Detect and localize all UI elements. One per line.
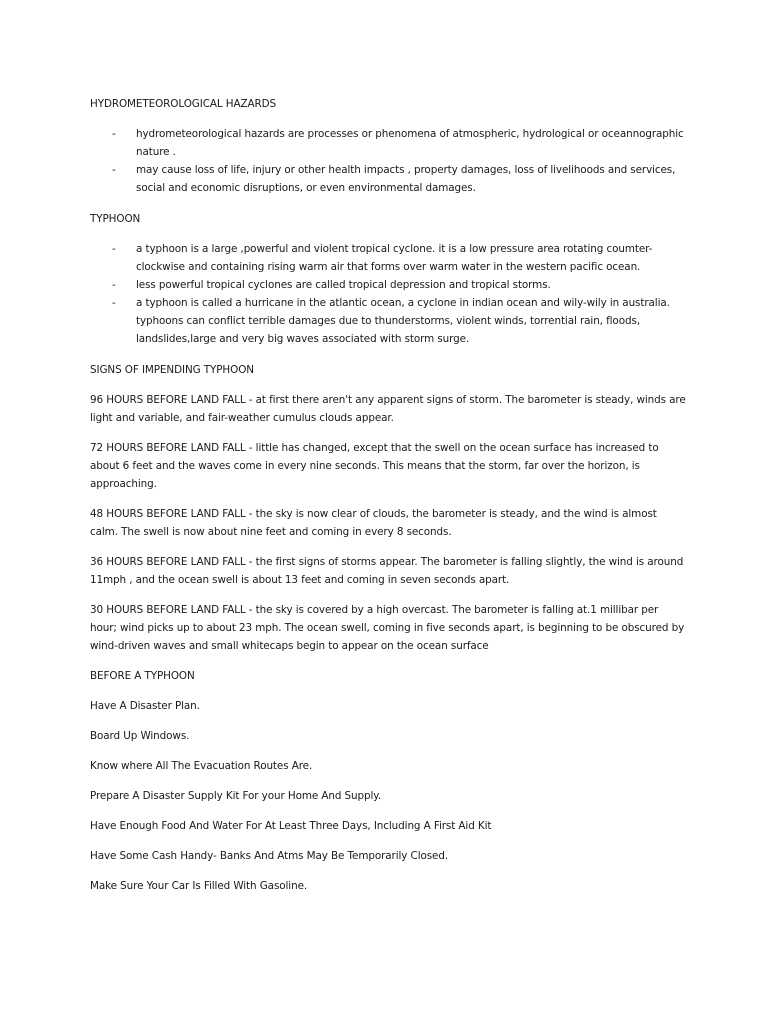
- paragraph-30-hours: 30 HOURS BEFORE LAND FALL - the sky is covered by a high overcast. The barometer is falling at.1 millibar per hour; wind picks up to about 23 mph. The ocean swell, coming in five seconds apart, is beginning to be obscured by wind-driven waves and small whitecaps begin to appear on the ocean surface: [90, 604, 685, 652]
- list-item: - hydrometeorological hazards are processes or phenomena of atmospheric, hydrological or oceannographic nature .: [90, 125, 686, 161]
- paragraph-36-hours: 36 HOURS BEFORE LAND FALL - the first signs of storms appear. The barometer is falling slightly, the wind is around 11mph , and the ocean swell is about 13 feet and coming in seven seconds apart.: [90, 556, 684, 586]
- list-item: - less powerful tropical cyclones are called tropical depression and tropical storms.: [90, 276, 686, 294]
- paragraph-72-hours: 72 HOURS BEFORE LAND FALL - little has changed, except that the swell on the ocean surface has increased to about 6 feet and the waves come in every nine seconds. This means that the storm, far over the horizon, is approaching.: [90, 442, 659, 490]
- bullet-dash: -: [112, 164, 116, 176]
- heading-typhoon: TYPHOON: [90, 213, 141, 225]
- heading-hydrometeorological-hazards: HYDROMETEOROLOGICAL HAZARDS: [90, 98, 277, 110]
- before-item: Know where All The Evacuation Routes Are.: [90, 760, 313, 772]
- before-item: Prepare A Disaster Supply Kit For your Home And Supply.: [90, 790, 382, 802]
- bullet-dash: -: [112, 279, 116, 291]
- before-item: Make Sure Your Car Is Filled With Gasoline.: [90, 880, 308, 892]
- heading-signs-of-impending-typhoon: SIGNS OF IMPENDING TYPHOON: [90, 364, 254, 376]
- before-item: Board Up Windows.: [90, 730, 190, 742]
- hydro-bullet-list: [90, 125, 686, 197]
- before-item: Have A Disaster Plan.: [90, 700, 200, 712]
- paragraph-96-hours: 96 HOURS BEFORE LAND FALL - at first there aren't any apparent signs of storm. The barometer is steady, winds are light and variable, and fair-weather cumulus clouds appear.: [90, 394, 686, 424]
- document-page: [90, 95, 686, 895]
- before-item: Have Some Cash Handy- Banks And Atms May Be Temporarily Closed.: [90, 850, 449, 862]
- list-item: - a typhoon is called a hurricane in the atlantic ocean, a cyclone in indian ocean and wily-wily in australia. typhoons can conflict terrible damages due to thunderstorms, violent winds, torrential rain, floods, landslides,large and very big waves associated with storm surge.: [90, 294, 686, 348]
- list-item: - a typhoon is a large ,powerful and violent tropical cyclone. it is a low pressure area rotating coumter-clockwise and containing rising warm air that forms over warm water in the western pacific ocean.: [90, 240, 686, 276]
- heading-before-a-typhoon: BEFORE A TYPHOON: [90, 670, 195, 682]
- bullet-dash: -: [112, 243, 116, 255]
- before-item: Have Enough Food And Water For At Least Three Days, Including A First Aid Kit: [90, 820, 492, 832]
- paragraph-48-hours: 48 HOURS BEFORE LAND FALL - the sky is now clear of clouds, the barometer is steady, and the wind is almost calm. The swell is now about nine feet and coming in every 8 seconds.: [90, 508, 657, 538]
- typhoon-bullet-list: [90, 240, 686, 348]
- list-item: - may cause loss of life, injury or other health impacts , property damages, loss of livelihoods and services, social and economic disruptions, or even environmental damages.: [90, 161, 686, 197]
- bullet-dash: -: [112, 128, 116, 140]
- bullet-dash: -: [112, 297, 116, 309]
